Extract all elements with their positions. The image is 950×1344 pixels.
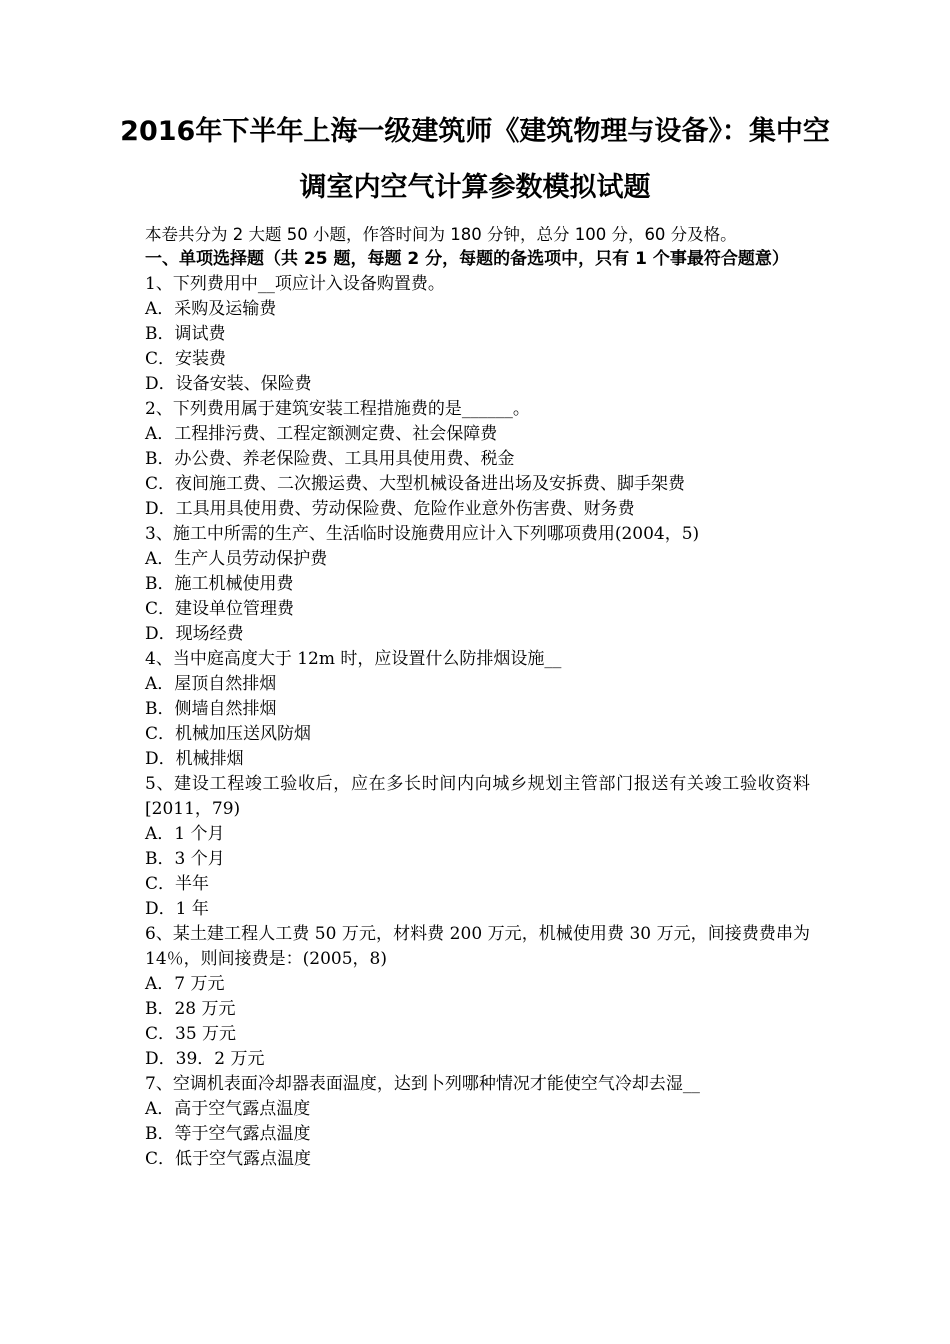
section-heading: 一、单项选择题（共 25 题，每题 2 分，每题的备选项中，只有 1 个事最符合题意） (145, 249, 789, 269)
option: C．半年 (145, 874, 210, 894)
option: C．35 万元 (145, 1024, 237, 1044)
option: C．机械加压送风防烟 (145, 724, 312, 744)
question-7 (145, 1072, 810, 1172)
option: C．安装费 (145, 349, 227, 369)
option: A．工程排污费、工程定额测定费、社会保障费 (145, 424, 498, 444)
question-3 (145, 522, 810, 647)
question-6 (145, 922, 810, 1072)
option: D．工具用具使用费、劳动保险费、危险作业意外伤害费、财务费 (145, 499, 635, 519)
option: B．3 个月 (145, 849, 225, 869)
option: D．现场经费 (145, 624, 244, 644)
option: D．设备安装、保险费 (145, 374, 312, 394)
document-title-line-2: 调室内空气计算参数模拟试题 (299, 172, 651, 203)
option: D．机械排烟 (145, 749, 244, 769)
option: C．建设单位管理费 (145, 599, 295, 619)
question-stem: 4、当中庭高度大于 12m 时，应设置什么防排烟设施__ (145, 649, 562, 669)
option: A．高于空气露点温度 (145, 1099, 311, 1119)
question-2 (145, 397, 810, 522)
option: B．侧墙自然排烟 (145, 699, 277, 719)
option: D．39．2 万元 (145, 1049, 265, 1069)
option: D．1 年 (145, 899, 209, 919)
question-1 (145, 272, 810, 397)
question-stem: 1、下列费用中__项应计入设备购置费。 (145, 274, 445, 294)
question-stem: 7、空调机表面冷却器表面温度，达到卜列哪种情况才能使空气冷却去湿__ (145, 1074, 700, 1094)
exam-intro: 本卷共分为 2 大题 50 小题，作答时间为 180 分钟，总分 100 分，60 分及格。 (145, 225, 737, 244)
option: B．28 万元 (145, 999, 236, 1019)
option: A．生产人员劳动保护费 (145, 549, 328, 569)
option: B．施工机械使用费 (145, 574, 294, 594)
question-5 (145, 772, 810, 922)
option: B．等于空气露点温度 (145, 1124, 311, 1144)
option: A．屋顶自然排烟 (145, 674, 277, 694)
option: B．办公费、养老保险费、工具用具使用费、税金 (145, 449, 515, 469)
question-4 (145, 647, 810, 772)
option: A．采购及运输费 (145, 299, 277, 319)
question-stem: 2、下列费用属于建筑安装工程措施费的是______。 (145, 399, 530, 419)
option: C．夜间施工费、二次搬运费、大型机械设备进出场及安拆费、脚手架费 (145, 474, 686, 494)
option: C．低于空气露点温度 (145, 1149, 312, 1169)
question-stem: 6、某土建工程人工费 50 万元，材料费 200 万元，机械使用费 30 万元，间接费费串为 14％，则间接费是：(2005，8) (145, 924, 810, 969)
document-title-line-1: 2016年下半年上海一级建筑师《建筑物理与设备》：集中空 (120, 116, 830, 147)
option: A．7 万元 (145, 974, 225, 994)
option: B．调试费 (145, 324, 226, 344)
question-stem: 3、施工中所需的生产、生活临时设施费用应计入下列哪项费用(2004，5) (145, 524, 700, 544)
question-stem: 5、建设工程竣工验收后，应在多长时间内向城乡规划主管部门报送有关竣工验收资料[2011，79) (145, 774, 810, 819)
option: A．1 个月 (145, 824, 225, 844)
document-body (145, 222, 810, 1172)
